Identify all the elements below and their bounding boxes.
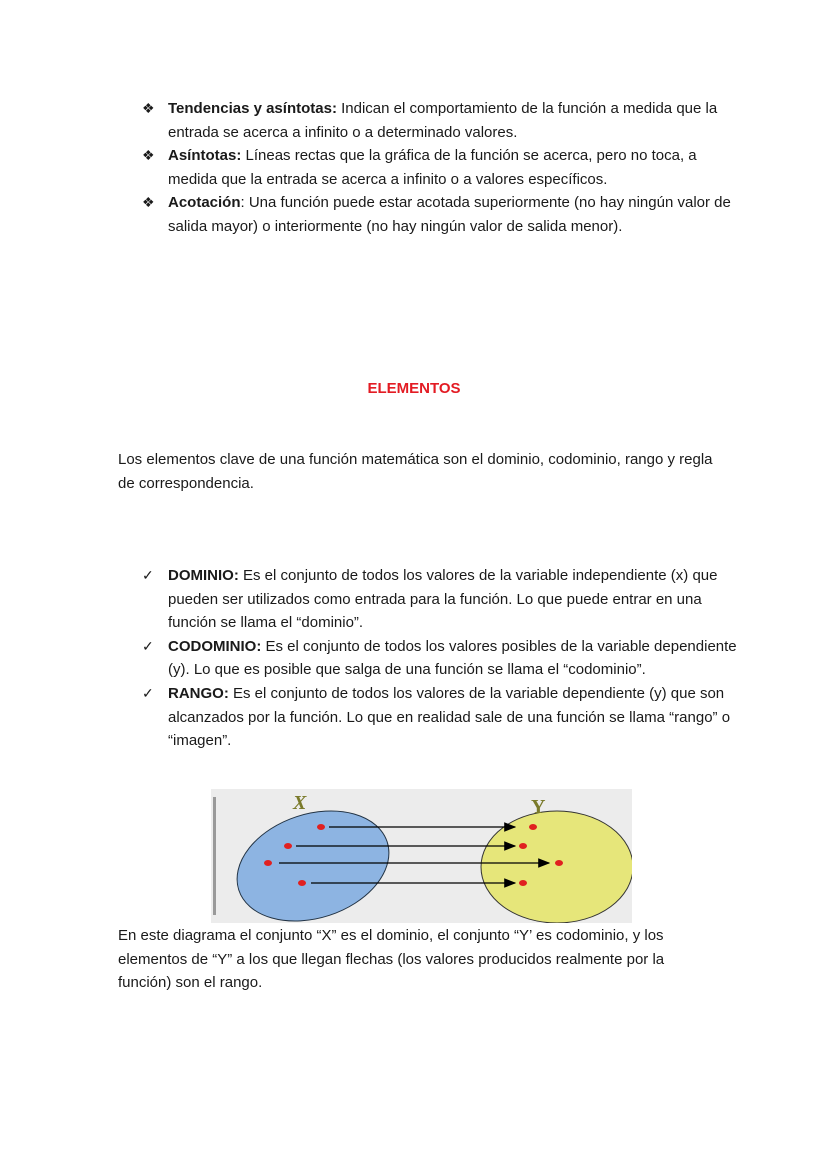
set-x-ellipse [223,792,404,923]
set-y-ellipse [481,811,632,923]
diamond-bullet-icon: ❖ [142,194,155,211]
checkmark-icon: ✓ [142,567,154,583]
checkmark-icon: ✓ [142,684,154,701]
set-y-label: Y [531,796,546,818]
mapping-diagram-svg [211,789,632,923]
list-item: ❖ Acotación: Una función puede estar acotada superiormente (no hay ningún valor de salida mayor) o interiormente (no hay ningún valor de salida menor). [140,191,740,238]
set-x-label: X [293,792,307,814]
domain-codomain-diagram [211,789,632,923]
list-item: ✓ CODOMINIO: Es el conjunto de todos los valores posibles de la variable dependiente (y). Lo que es posible que salga de una función se llama el “codominio”. [140,635,740,682]
diamond-bullet-icon: ❖ [142,100,155,116]
properties-list [140,97,740,239]
checkmark-icon: ✓ [142,637,154,654]
diamond-bullet-icon: ❖ [142,147,155,164]
intro-paragraph: Los elementos clave de una función matemática son el dominio, codominio, rango y regla de correspondencia. [118,451,713,492]
elements-list [140,564,740,753]
section-title: ELEMENTOS [367,380,461,397]
list-item: ❖ Tendencias y asíntotas: Indican el comportamiento de la función a medida que la entrada se acerca a infinito o a determinado valores. [140,97,740,144]
list-item: ✓ RANGO: Es el conjunto de todos los valores de la variable dependiente (y) que son alcanzados por la función. Lo que en realidad sale de una función se llama “rango” o “imagen”. [140,682,740,753]
diagram-caption: En este diagrama el conjunto “X” es el dominio, el conjunto “Y’ es codominio, y los elementos de “Y” a los que llegan flechas (los valores producidos realmente por la función) son el rango. [118,927,665,992]
list-item: ❖ Asíntotas: Líneas rectas que la gráfica de la función se acerca, pero no toca, a medida que la entrada se acerca a infinito o a valores específicos. [140,144,740,191]
list-item: ✓ DOMINIO: Es el conjunto de todos los valores de la variable independiente (x) que pueden ser utilizados como entrada para la función. Lo que puede entrar en una función se llama el “dominio”. [140,564,740,635]
